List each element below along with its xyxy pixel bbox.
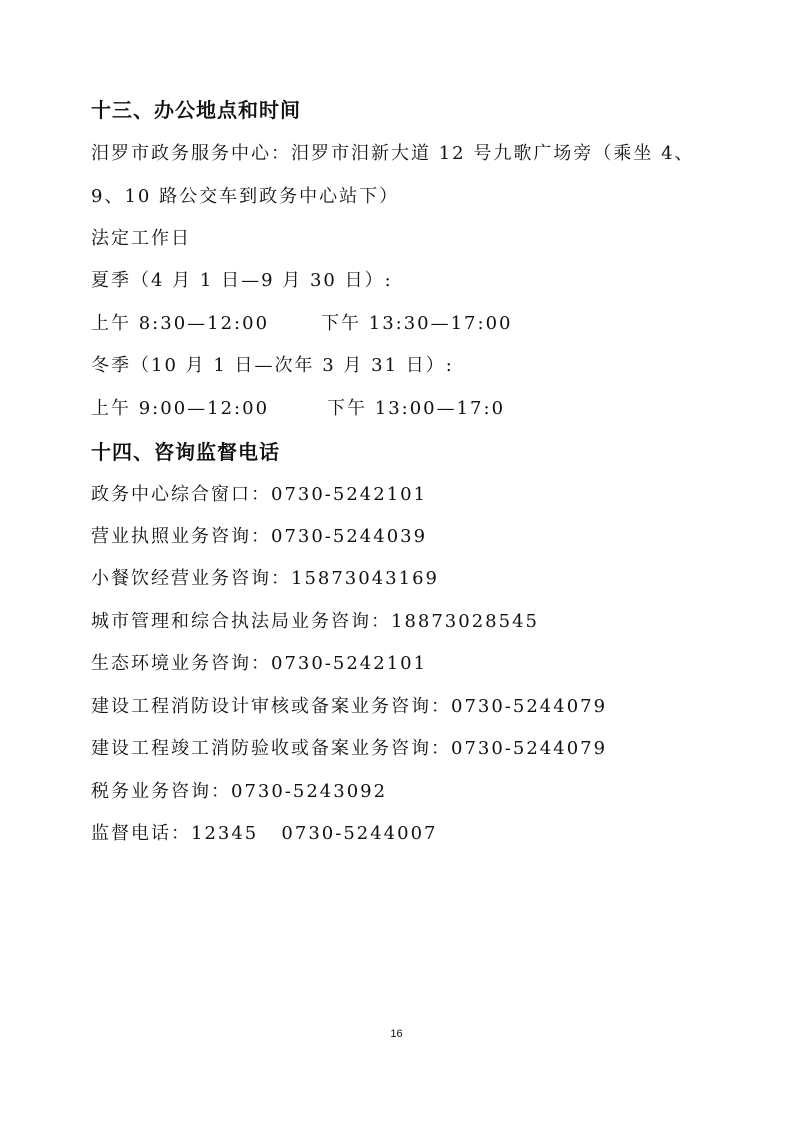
contact-line: 小餐饮经营业务咨询：15873043169 bbox=[91, 568, 439, 589]
contact-line: 建设工程消防设计审核或备案业务咨询：0730-5244079 bbox=[91, 696, 608, 717]
office-address-line-2: 9、10 路公交车到政务中心站下） bbox=[91, 186, 400, 207]
office-address-line-1: 汨罗市政务服务中心：汨罗市汨新大道 12 号九歌广场旁（乘坐 4、 bbox=[91, 143, 695, 164]
contact-line: 城市管理和综合执法局业务咨询：18873028545 bbox=[91, 611, 539, 632]
contact-line: 建设工程竣工消防验收或备案业务咨询：0730-5244079 bbox=[91, 738, 608, 759]
summer-period-label: 夏季（4 月 1 日—9 月 30 日）: bbox=[91, 270, 393, 291]
contact-line: 税务业务咨询：0730-5243092 bbox=[91, 781, 388, 802]
contact-line: 政务中心综合窗口：0730-5242101 bbox=[91, 484, 428, 505]
workday-label: 法定工作日 bbox=[91, 228, 191, 249]
section-13-heading: 十三、办公地点和时间 bbox=[91, 98, 301, 122]
summer-afternoon-hours: 下午 13:30—17:00 bbox=[321, 313, 513, 334]
winter-hours bbox=[91, 397, 505, 421]
supervision-phone-line: 监督电话：12345 0730-5244007 bbox=[91, 823, 438, 844]
contact-line: 生态环境业务咨询：0730-5242101 bbox=[91, 653, 428, 674]
contact-line: 营业执照业务咨询：0730-5244039 bbox=[91, 526, 428, 547]
winter-morning-hours: 上午 9:00—12:00 bbox=[91, 398, 270, 419]
page-number: 16 bbox=[390, 1028, 403, 1040]
winter-afternoon-hours: 下午 13:00—17:0 bbox=[327, 398, 506, 419]
winter-period-label: 冬季（10 月 1 日—次年 3 月 31 日）: bbox=[91, 355, 454, 376]
summer-morning-hours: 上午 8:30—12:00 bbox=[91, 313, 270, 334]
summer-hours bbox=[91, 312, 512, 336]
section-14-heading: 十四、咨询监督电话 bbox=[91, 440, 280, 464]
